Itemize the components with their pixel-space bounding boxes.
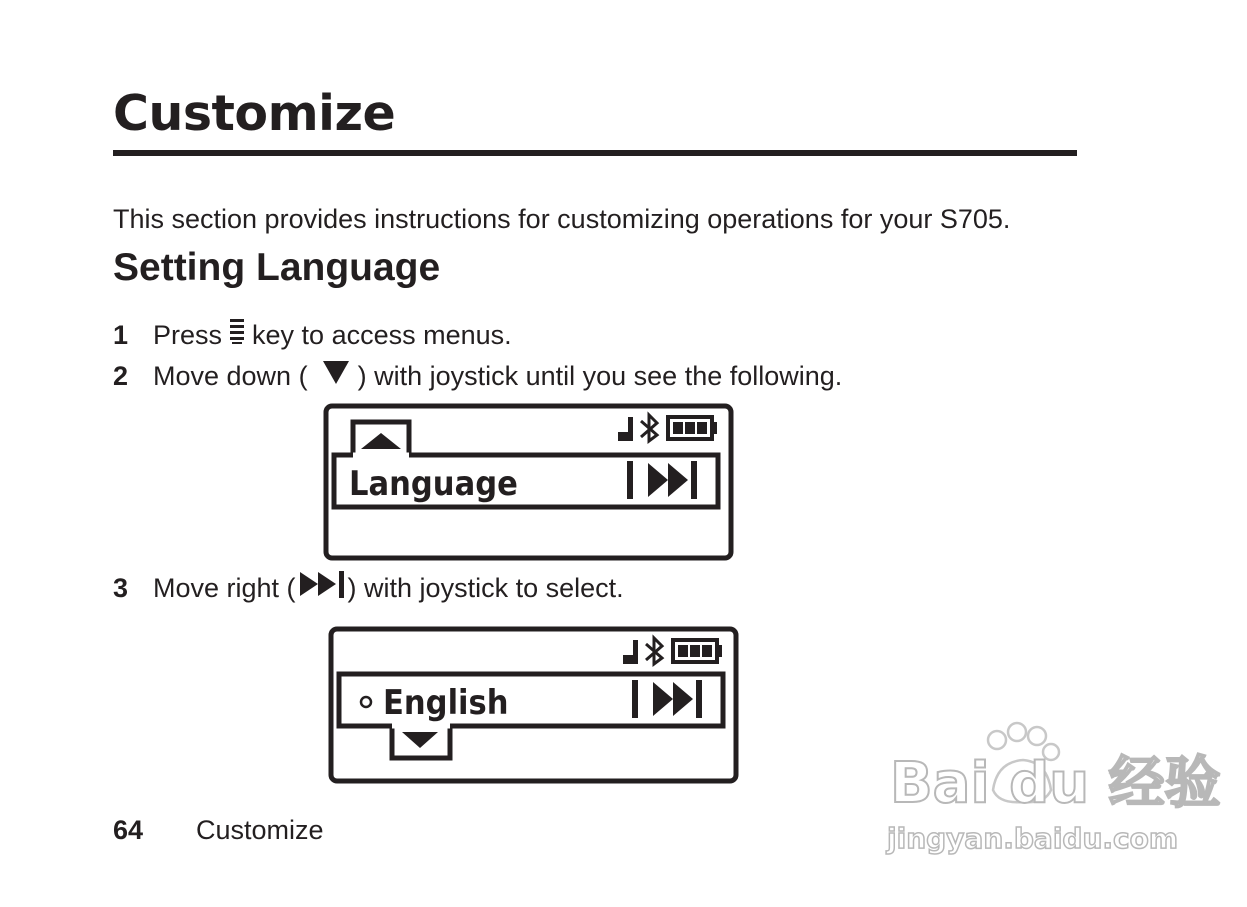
lcd-screen-english xyxy=(328,626,740,791)
menu-key-icon xyxy=(228,317,246,352)
battery-icon xyxy=(673,640,722,662)
step-number: 1 xyxy=(113,319,129,350)
step-text-after: key to access menus. xyxy=(252,319,512,350)
step-text-after: ) with joystick until you see the following. xyxy=(357,360,843,391)
intro-paragraph: This section provides instructions for customizing operations for your S705. xyxy=(113,204,1011,234)
battery-icon xyxy=(668,417,717,439)
next-track-icon xyxy=(298,569,346,606)
page-number: 64 xyxy=(113,815,144,845)
watermark-brand: Bai du 经验 xyxy=(890,751,1221,816)
bullet-icon xyxy=(361,697,371,707)
down-arrow-icon xyxy=(322,359,350,392)
step-number: 2 xyxy=(113,360,129,391)
step-1 xyxy=(113,317,512,352)
step-number: 3 xyxy=(113,572,129,603)
screen-label: Language xyxy=(349,464,518,504)
step-3 xyxy=(113,569,624,606)
step-2 xyxy=(113,359,842,392)
baidu-watermark xyxy=(885,720,1221,865)
page-footer xyxy=(113,814,324,846)
step-text-before: Move down ( xyxy=(153,360,308,391)
watermark-url: jingyan.baidu.com xyxy=(887,822,1179,855)
footer-section: Customize xyxy=(196,815,324,845)
page-title: Customize xyxy=(113,85,396,142)
step-text-before: Press xyxy=(153,319,223,350)
step-text-after: ) with joystick to select. xyxy=(347,572,624,603)
title-rule xyxy=(113,150,1077,156)
screen-label: English xyxy=(383,683,509,723)
step-text-before: Move right ( xyxy=(153,572,296,603)
section-heading: Setting Language xyxy=(113,246,441,289)
lcd-screen-language xyxy=(323,403,735,568)
